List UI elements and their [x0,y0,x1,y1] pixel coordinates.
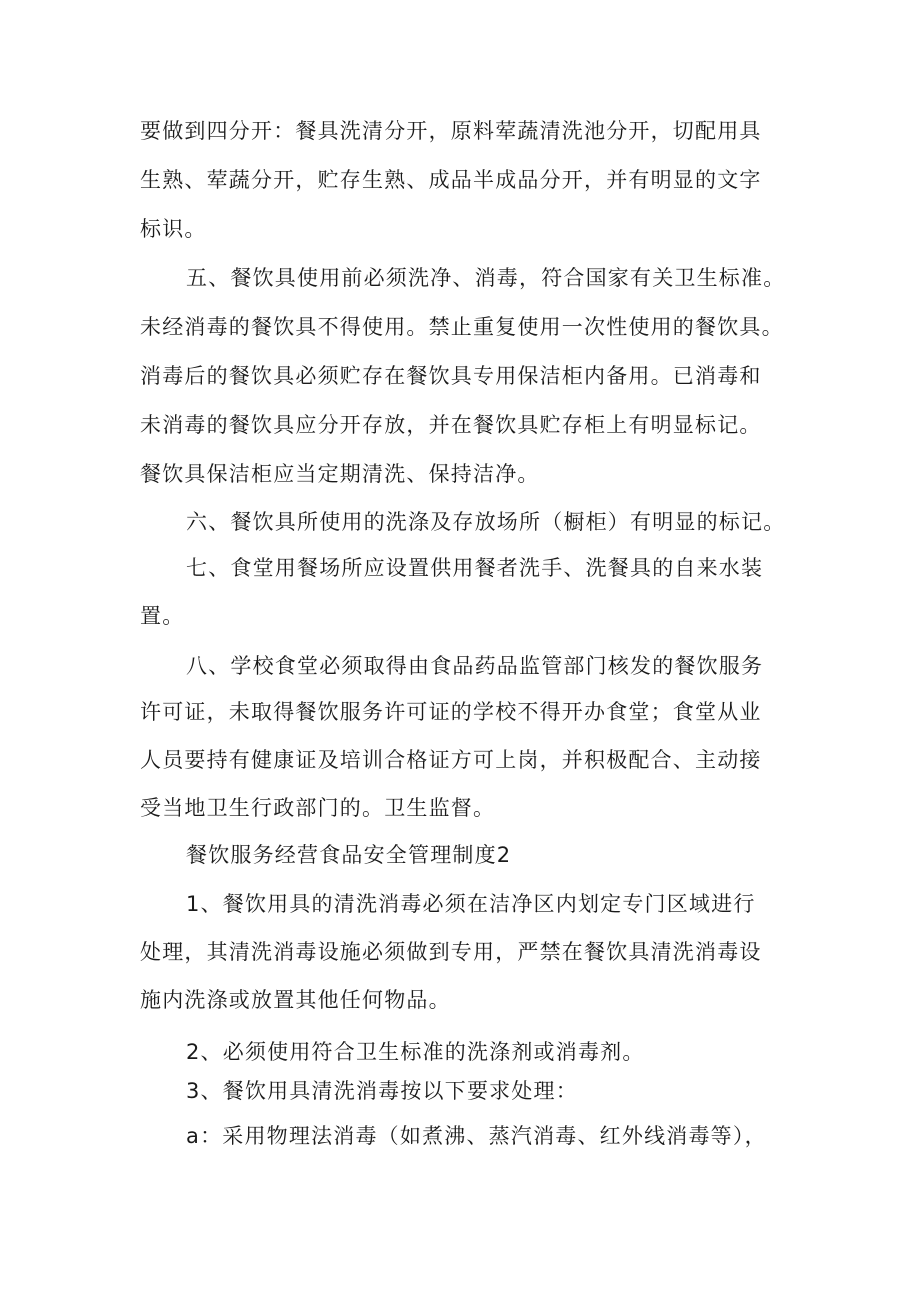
text-line: 2、必须使用符合卫生标准的洗涤剂或消毒剂。 [186,1040,645,1064]
text-line: 八、学校食堂必须取得由食品药品监管部门核发的餐饮服务 [186,654,764,678]
text-line: 未消毒的餐饮具应分开存放，并在餐饮具贮存柜上有明显标记。 [140,413,762,437]
text-line: 1、餐饮用具的清洗消毒必须在洁净区内划定专门区域进行 [186,892,756,916]
text-line: 消毒后的餐饮具必须贮存在餐饮具专用保洁柜内备用。已消毒和 [140,364,762,388]
text-line: 人员要持有健康证及培训合格证方可上岗，并积极配合、主动接 [140,748,762,772]
text-line: 要做到四分开：餐具洗清分开，原料荤蔬清洗池分开，切配用具 [140,119,762,143]
text-line: 施内洗涤或放置其他任何物品。 [140,988,451,1012]
text-line: 许可证，未取得餐饮服务许可证的学校不得开办食堂；食堂从业 [140,700,762,724]
text-line: 未经消毒的餐饮具不得使用。禁止重复使用一次性使用的餐饮具。 [140,315,784,339]
text-line: 置。 [140,604,185,628]
section-heading: 餐饮服务经营食品安全管理制度2 [186,843,512,867]
text-line: 标识。 [140,217,207,241]
text-line: 餐饮具保洁柜应当定期清洗、保持洁净。 [140,462,540,486]
text-line: 处理，其清洗消毒设施必须做到专用，严禁在餐饮具清洗消毒设 [140,940,762,964]
text-line: 受当地卫生行政部门的。卫生监督。 [140,796,496,820]
text-line: 七、食堂用餐场所应设置供用餐者洗手、洗餐具的自来水装 [186,556,764,580]
text-line: 六、餐饮具所使用的洗涤及存放场所（橱柜）有明显的标记。 [186,510,786,534]
text-line: 生熟、荤蔬分开，贮存生熟、成品半成品分开，并有明显的文字 [140,168,762,192]
text-line: 3、餐饮用具清洗消毒按以下要求处理： [186,1079,578,1103]
text-line: 五、餐饮具使用前必须洗净、消毒，符合国家有关卫生标准。 [186,266,786,290]
text-line: a：采用物理法消毒（如煮沸、蒸汽消毒、红外线消毒等）， [186,1124,767,1148]
